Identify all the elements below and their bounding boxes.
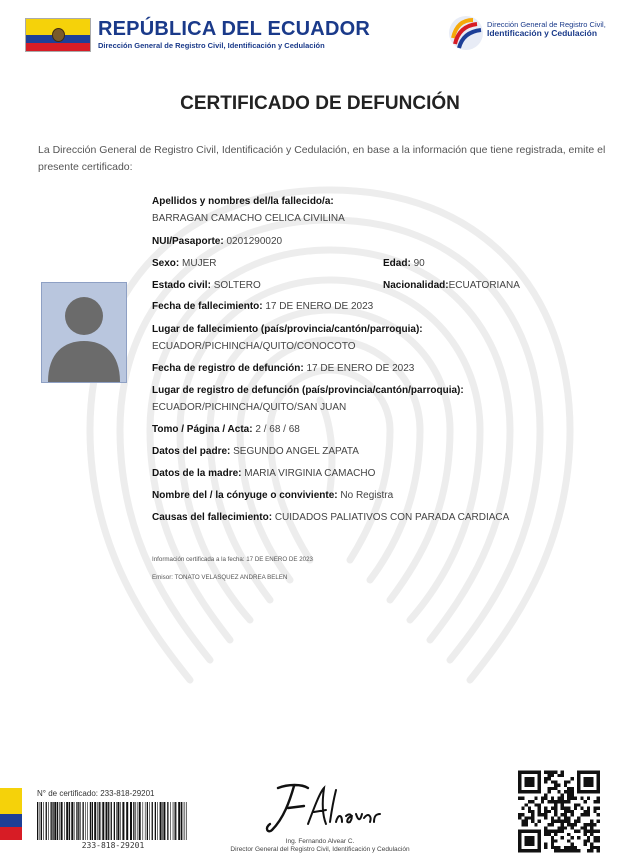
mother-field [152, 468, 375, 479]
civil-status-value: SOLTERO [213, 280, 261, 291]
ecuador-flag-icon [25, 18, 91, 52]
ecuador-flag-strip [0, 788, 22, 840]
civil-status-field [152, 280, 261, 291]
nui-value: 0201290020 [226, 236, 283, 247]
nui-field [152, 236, 282, 247]
person-photo-placeholder [41, 282, 127, 383]
org-name [487, 20, 627, 38]
org-name-line1: Dirección General de Registro Civil, [487, 20, 606, 29]
mother-label: Datos de la madre: [152, 468, 242, 479]
sex-field [152, 258, 216, 269]
qr-code-icon [518, 770, 600, 853]
spouse-value: No Registra [340, 490, 394, 501]
cause-label: Causas del fallecimiento: [152, 512, 273, 523]
org-name-line2: Identificación y Cedulación [487, 28, 598, 38]
intro-text: La Dirección General de Registro Civil, Identificación y Cedulación, en base a la información que tiene registrada, emite el presente certificado: [38, 144, 606, 173]
book-page-record-field [152, 424, 300, 435]
nationality-label: Nacionalidad: [383, 280, 449, 291]
fingerprint-watermark [30, 150, 630, 710]
mother-value: MARIA VIRGINIA CAMACHO [244, 468, 376, 479]
barcode [37, 802, 189, 840]
death-date-field [152, 301, 373, 312]
registro-civil-logo-icon [447, 14, 485, 52]
age-field [383, 258, 425, 269]
signer-title: Director General del Registro Civil, Identificación y Cedulación [230, 846, 410, 853]
age-label: Edad: [383, 258, 411, 269]
nui-label: NUI/Pasaporte: [152, 236, 224, 247]
age-value: 90 [413, 258, 425, 269]
names-label: Apellidos y nombres del/la fallecido/a: [152, 196, 334, 207]
country-subtitle: Dirección General de Registro Civil, Identificación y Cedulación [98, 41, 325, 50]
spouse-field [152, 490, 393, 501]
cause-value: CUIDADOS PALIATIVOS CON PARADA CARDIACA [274, 512, 510, 523]
registration-date-field [152, 363, 414, 374]
cause-field [152, 512, 509, 523]
country-title: REPÚBLICA DEL ECUADOR [98, 18, 370, 40]
father-value: SEGUNDO ANGEL ZAPATA [233, 446, 359, 457]
person-silhouette-icon [42, 283, 126, 382]
certified-info-note: Información certificada a la fecha: 17 DE ENERO DE 2023 [152, 556, 313, 563]
book-page-record-value: 2 / 68 / 68 [255, 424, 300, 435]
nationality-field [383, 280, 520, 291]
signer-name: Ing. Fernando Alvear C. [285, 838, 355, 845]
book-page-record-label: Tomo / Página / Acta: [152, 424, 253, 435]
sex-value: MUJER [182, 258, 217, 269]
death-place-label: Lugar de fallecimiento (país/provincia/cantón/parroquia): [152, 324, 423, 335]
death-place-value: ECUADOR/PICHINCHA/QUITO/CONOCOTO [152, 341, 356, 352]
names-value: BARRAGAN CAMACHO CELICA CIVILINA [152, 213, 345, 224]
father-label: Datos del padre: [152, 446, 231, 457]
death-date-label: Fecha de fallecimiento: [152, 301, 263, 312]
death-date-value: 17 DE ENERO DE 2023 [265, 301, 374, 312]
civil-status-label: Estado civil: [152, 280, 211, 291]
signature-image [258, 778, 383, 836]
registration-date-value: 17 DE ENERO DE 2023 [306, 363, 415, 374]
barcode-number: 233-818-29201 [81, 841, 145, 850]
spouse-label: Nombre del / la cónyuge o conviviente: [152, 490, 338, 501]
father-field [152, 446, 359, 457]
issuer-note: Emisor: TONATO VELASQUEZ ANDREA BELEN [152, 574, 288, 581]
registration-place-value: ECUADOR/PICHINCHA/QUITO/SAN JUAN [152, 402, 347, 413]
registration-date-label: Fecha de registro de defunción: [152, 363, 304, 374]
certificate-number: N° de certificado: 233-818-29201 [37, 789, 155, 798]
nationality-value: ECUATORIANA [448, 280, 520, 291]
registration-place-label: Lugar de registro de defunción (país/provincia/cantón/parroquia): [152, 385, 464, 396]
sex-label: Sexo: [152, 258, 180, 269]
document-title: CERTIFICADO DE DEFUNCIÓN [180, 93, 460, 114]
